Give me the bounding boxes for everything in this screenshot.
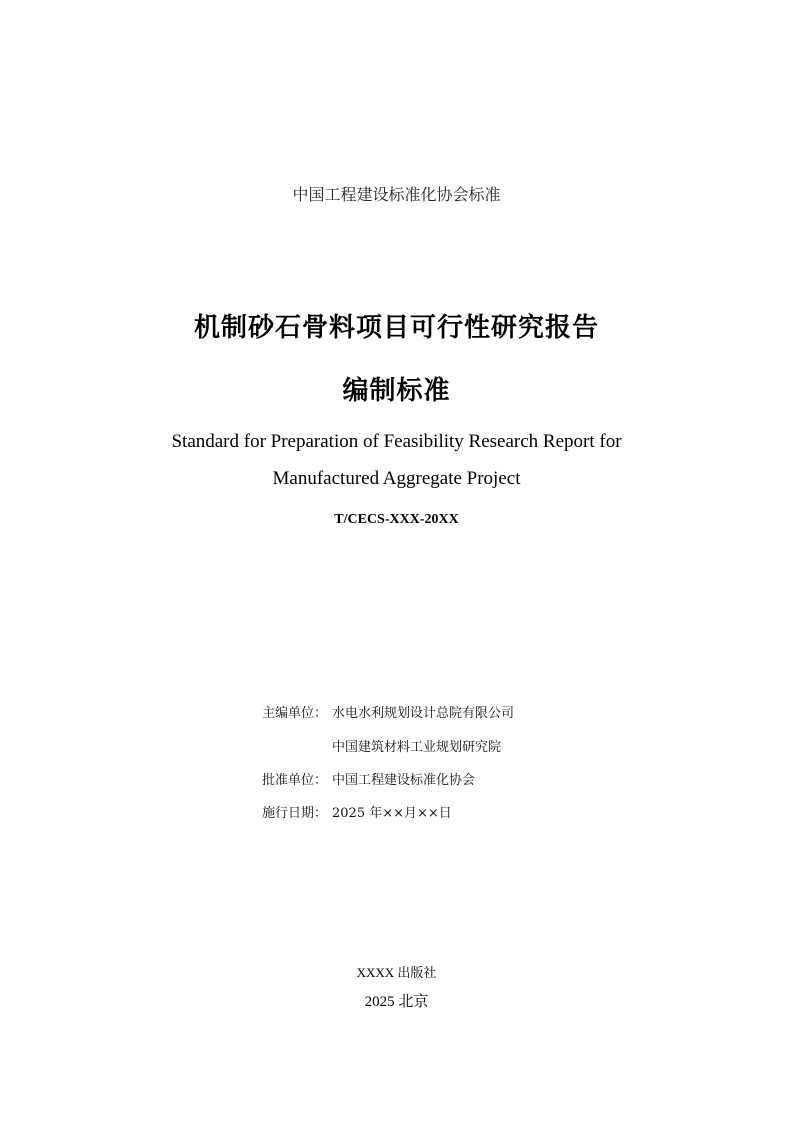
title-english-line-1: Standard for Preparation of Feasibility Research Report for — [171, 431, 622, 452]
approver-organization: 中国工程建设标准化协会 — [332, 773, 476, 788]
editor-organization-1: 水电水利规划设计总院有限公司 — [332, 706, 515, 721]
editor-organization-2: 中国建筑材料工业规划研究院 — [332, 740, 502, 755]
title-sub-chinese: 编制标准 — [342, 376, 451, 406]
association-standard-header: 中国工程建设标准化协会标准 — [292, 185, 501, 204]
effective-date-label: 施行日期： — [262, 806, 328, 821]
approver-label: 批准单位： — [262, 773, 328, 788]
effective-date-row — [262, 802, 452, 821]
publication-year-place: 2025 北京 — [364, 994, 429, 1010]
approver-row — [262, 769, 475, 788]
publisher: XXXX 出版社 — [356, 965, 437, 980]
editor-row-2 — [332, 736, 501, 755]
standard-code: T/CECS-XXX-20XX — [334, 512, 459, 527]
editor-row — [262, 702, 514, 721]
title-main-chinese: 机制砂石骨料项目可行性研究报告 — [193, 313, 599, 343]
effective-date-value: 2025 年××月××日 — [332, 806, 452, 821]
title-english-line-2: Manufactured Aggregate Project — [272, 468, 521, 489]
editor-label: 主编单位： — [262, 706, 328, 721]
